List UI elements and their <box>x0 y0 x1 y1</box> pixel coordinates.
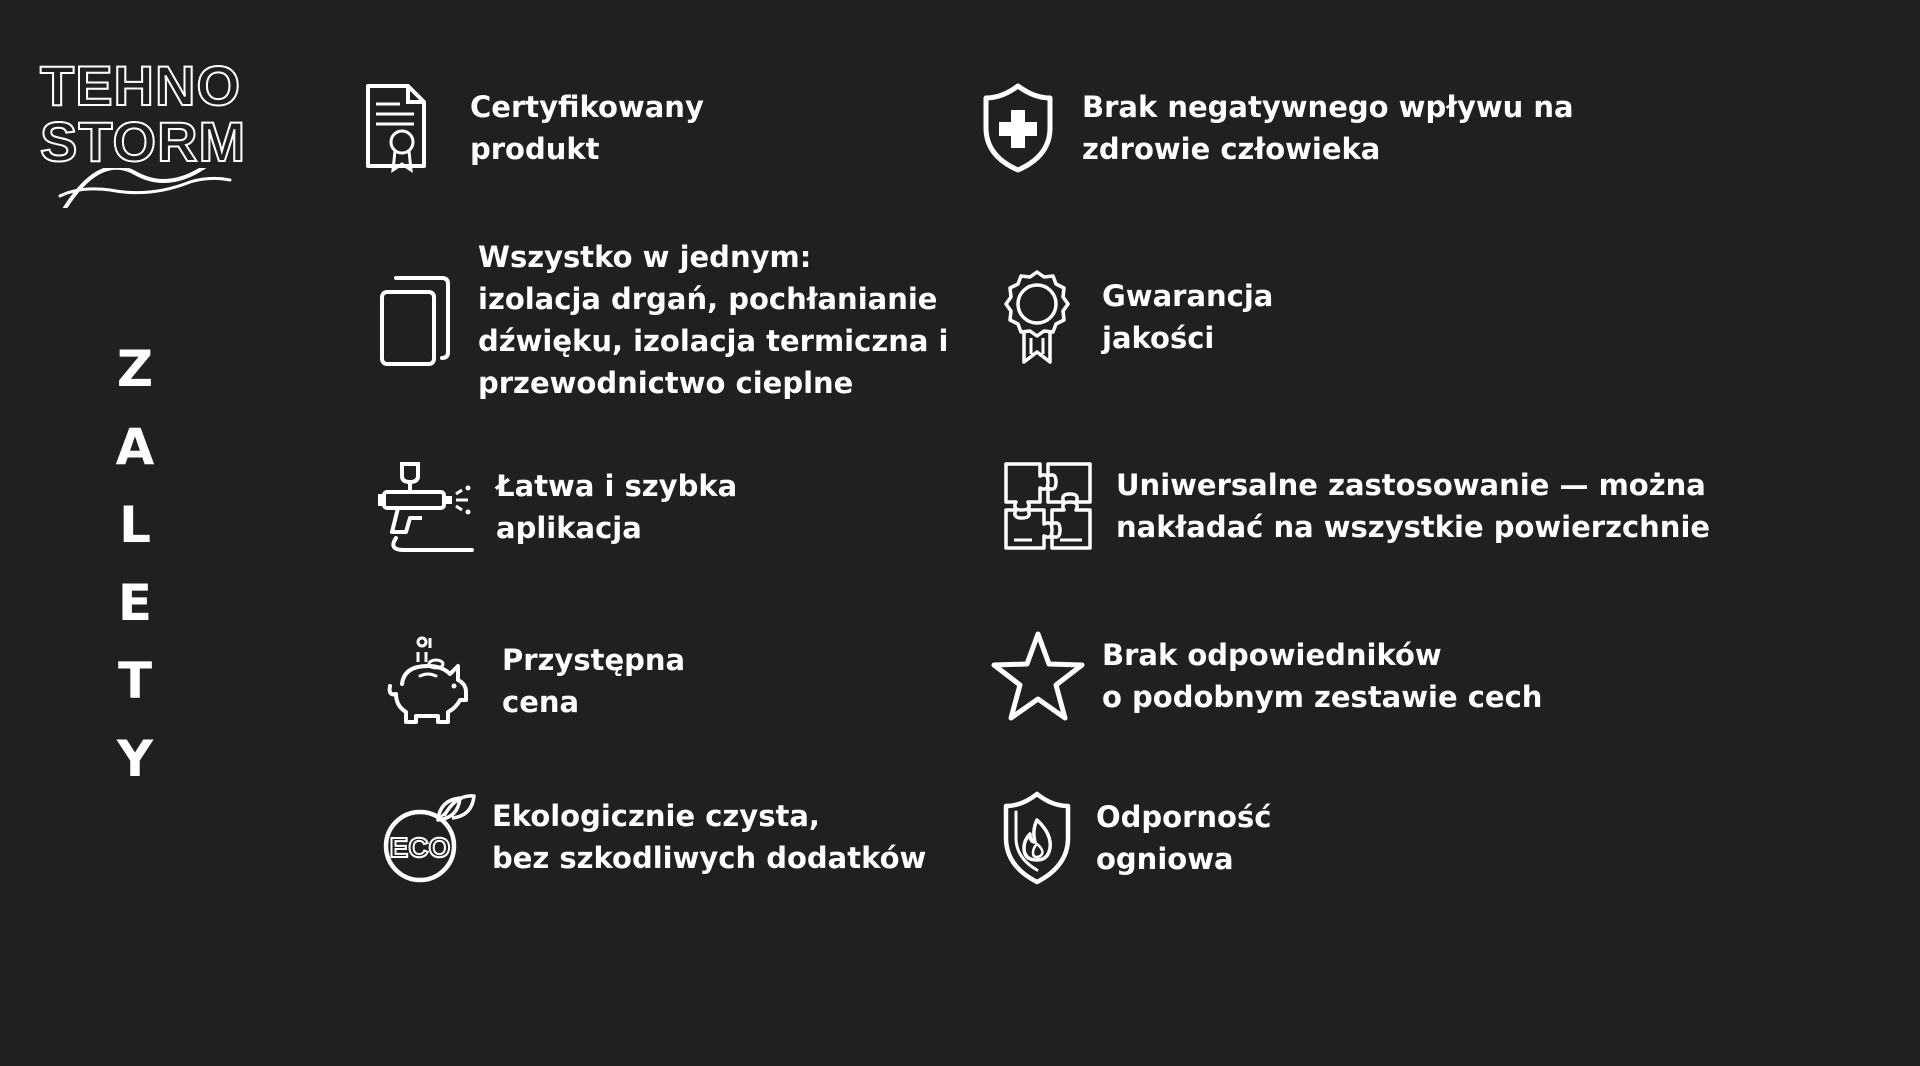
vertical-title <box>110 330 160 798</box>
shield-plus-icon <box>980 80 1056 176</box>
logo-line-2: STORM <box>40 110 247 173</box>
feature-certified <box>362 80 704 176</box>
feature-line: aplikacja <box>496 511 642 545</box>
logo-line-1: TEHNO <box>40 54 241 117</box>
eco-label: ECO <box>389 832 451 863</box>
title-letter: L <box>119 496 151 554</box>
title-letter: E <box>117 574 153 632</box>
layers-icon <box>376 272 452 368</box>
feature-line: zdrowie człowieka <box>1082 132 1381 166</box>
feature-line: o podobnym zestawie cech <box>1102 680 1543 714</box>
piggy-bank-icon <box>382 636 476 726</box>
feature-line: Ekologicznie czysta, <box>492 799 820 833</box>
fire-shield-icon <box>1000 790 1074 886</box>
feature-line: przewodnictwo cieplne <box>478 366 854 400</box>
feature-unique <box>990 630 1542 722</box>
feature-line: Gwarancja <box>1102 279 1274 313</box>
feature-quality <box>1002 268 1273 366</box>
certificate-icon <box>362 80 430 176</box>
feature-line: dźwięku, izolacja termiczna i <box>478 324 949 358</box>
title-letter: A <box>115 418 155 476</box>
feature-line: produkt <box>470 132 600 166</box>
feature-line: Brak odpowiedników <box>1102 638 1442 672</box>
spray-gun-icon <box>378 460 474 554</box>
feature-line: Wszystko w jednym: <box>478 240 812 274</box>
title-letter: Z <box>116 340 154 398</box>
eco-leaf-icon <box>382 790 478 884</box>
feature-line: nakładać na wszystkie powierzchnie <box>1116 510 1711 544</box>
feature-line: Łatwa i szybka <box>496 469 738 503</box>
feature-universal <box>1002 460 1710 552</box>
award-ribbon-icon <box>1002 268 1072 366</box>
feature-line: Przystępna <box>502 643 686 677</box>
logo-wave-icon <box>40 168 240 208</box>
feature-price <box>382 636 685 726</box>
feature-line: izolacja drgań, pochłanianie <box>478 282 938 316</box>
puzzle-icon <box>1002 460 1094 552</box>
star-icon <box>990 630 1086 722</box>
feature-line: Uniwersalne zastosowanie — można <box>1116 468 1706 502</box>
feature-all-in-one <box>376 236 948 404</box>
feature-line: Certyfikowany <box>470 90 704 124</box>
feature-line: Odporność <box>1096 800 1272 834</box>
title-letter: Y <box>116 730 154 788</box>
feature-line: bez szkodliwych dodatków <box>492 841 927 875</box>
brand-logo <box>40 54 247 198</box>
title-letter: T <box>117 652 153 710</box>
feature-application <box>378 460 737 554</box>
feature-health <box>980 80 1574 176</box>
feature-line: jakości <box>1102 321 1215 355</box>
feature-line: ogniowa <box>1096 842 1234 876</box>
feature-eco <box>382 790 926 884</box>
feature-fire <box>1000 790 1271 886</box>
feature-line: cena <box>502 685 580 719</box>
feature-line: Brak negatywnego wpływu na <box>1082 90 1574 124</box>
